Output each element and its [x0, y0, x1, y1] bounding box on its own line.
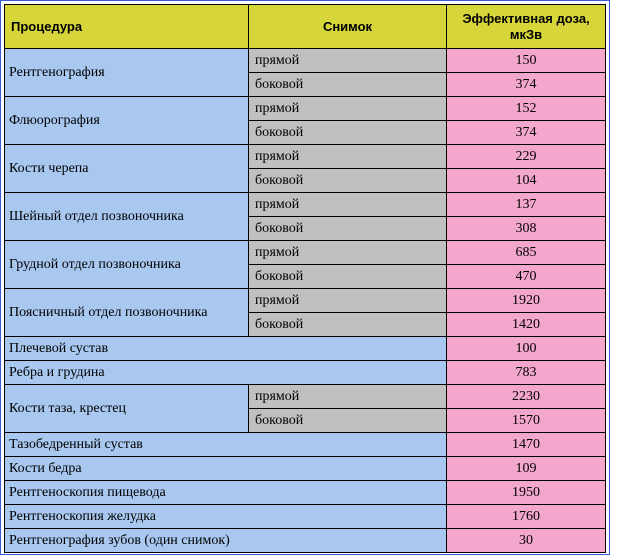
procedure-cell: Кости черепа	[5, 145, 249, 193]
procedure-cell: Рентгеноскопия пищевода	[5, 481, 447, 505]
table-row	[5, 457, 606, 481]
view-cell: боковой	[249, 121, 447, 145]
dose-cell: 229	[447, 145, 606, 169]
view-cell: боковой	[249, 217, 447, 241]
dose-cell: 1470	[447, 433, 606, 457]
view-cell: боковой	[249, 169, 447, 193]
procedure-cell: Тазобедренный сустав	[5, 433, 447, 457]
view-cell: прямой	[249, 97, 447, 121]
dose-cell: 308	[447, 217, 606, 241]
table-row	[5, 97, 606, 121]
header-procedure: Процедура	[5, 5, 249, 49]
dose-cell: 109	[447, 457, 606, 481]
dose-cell: 150	[447, 49, 606, 73]
dose-cell: 374	[447, 73, 606, 97]
table-row	[5, 49, 606, 73]
dose-cell: 100	[447, 337, 606, 361]
procedure-cell: Рентгенография зубов (один снимок)	[5, 529, 447, 553]
table-row	[5, 505, 606, 529]
table-header-row	[5, 5, 606, 49]
dose-cell: 30	[447, 529, 606, 553]
dose-cell: 137	[447, 193, 606, 217]
table-row	[5, 193, 606, 217]
procedure-cell: Рентгенография	[5, 49, 249, 97]
header-dose: Эффективная доза, мкЗв	[447, 5, 606, 49]
procedure-cell: Плечевой сустав	[5, 337, 447, 361]
view-cell: боковой	[249, 265, 447, 289]
procedure-cell: Кости бедра	[5, 457, 447, 481]
view-cell: прямой	[249, 385, 447, 409]
table-row	[5, 529, 606, 553]
dose-cell: 1950	[447, 481, 606, 505]
dose-cell: 1760	[447, 505, 606, 529]
table-row	[5, 337, 606, 361]
dose-cell: 104	[447, 169, 606, 193]
dose-cell: 685	[447, 241, 606, 265]
view-cell: боковой	[249, 313, 447, 337]
view-cell: прямой	[249, 241, 447, 265]
header-view: Снимок	[249, 5, 447, 49]
procedure-cell: Рентгеноскопия желудка	[5, 505, 447, 529]
view-cell: боковой	[249, 409, 447, 433]
table-row	[5, 385, 606, 409]
radiation-dose-table	[4, 4, 606, 553]
procedure-cell: Поясничный отдел позвоночника	[5, 289, 249, 337]
view-cell: прямой	[249, 145, 447, 169]
table-row	[5, 361, 606, 385]
dose-cell: 1920	[447, 289, 606, 313]
dose-cell: 1420	[447, 313, 606, 337]
dose-cell: 783	[447, 361, 606, 385]
procedure-cell: Ребра и грудина	[5, 361, 447, 385]
view-cell: прямой	[249, 289, 447, 313]
procedure-cell: Шейный отдел позвоночника	[5, 193, 249, 241]
dose-cell: 1570	[447, 409, 606, 433]
table-row	[5, 289, 606, 313]
table-body	[5, 49, 606, 553]
dose-cell: 152	[447, 97, 606, 121]
table-row	[5, 481, 606, 505]
dose-cell: 374	[447, 121, 606, 145]
dose-cell: 470	[447, 265, 606, 289]
view-cell: прямой	[249, 49, 447, 73]
table-row	[5, 433, 606, 457]
view-cell: прямой	[249, 193, 447, 217]
procedure-cell: Кости таза, крестец	[5, 385, 249, 433]
procedure-cell: Грудной отдел позвоночника	[5, 241, 249, 289]
view-cell: боковой	[249, 73, 447, 97]
table-row	[5, 145, 606, 169]
dose-cell: 2230	[447, 385, 606, 409]
procedure-cell: Флюорография	[5, 97, 249, 145]
table-row	[5, 241, 606, 265]
